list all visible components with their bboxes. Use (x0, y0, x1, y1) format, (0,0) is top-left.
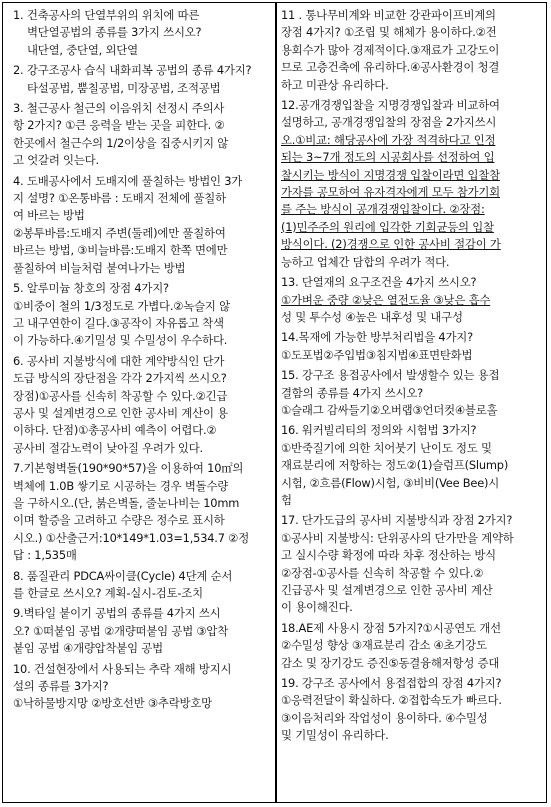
right-column (281, 7, 543, 748)
question-line: 므로 고층건축에 유리하다.④공사환경이 청결 (281, 60, 500, 75)
question-line: 17. 단가도급의 공사비 지불방식과 장점 2가지? (281, 513, 513, 528)
question-line: 1. 건축공사의 단열부위의 위치에 따른 (13, 8, 200, 22)
question-8 (13, 568, 270, 603)
question-line: 오? ①떠붙임 공법 ②개량떠붙임 공법 ③압착 (13, 623, 229, 638)
question-line: 험 (281, 492, 292, 507)
question-line: 감소 및 장기강도 증진⑤동결융해저항성 증대 (281, 655, 500, 670)
question-line: 벽단열공법의 종류를 3가지 쓰시오? (27, 25, 202, 40)
question-line: 벽체에 1.0B 쌓기로 시공하는 경우 벽돌수량 (13, 478, 229, 493)
question-line: 이하다. 단점)①총공사비 예측이 어렵다.② (13, 423, 217, 438)
question-3 (13, 100, 270, 170)
question-line: 19. 강구조 공사에서 용접접합의 장점 4가지? (281, 676, 502, 691)
question-line: 15. 강구조 용접공사에서 발생할수 있는 용접 (281, 368, 500, 383)
question-line: ①낙하물방지망 ②방호선반 ③추락방호망 (13, 696, 212, 711)
question-line: 시험, ②흐름(Flow)시험, ③비비(Vee Bee)시 (281, 475, 500, 490)
question-line: 결함의 종류를 4가지 쓰시오? (281, 385, 423, 400)
question-line: (1)민주주의 원리에 입각한 기회균등의 입찰 (281, 219, 494, 234)
question-1 (13, 7, 270, 59)
question-line: ①가벼운 중량 ②낮은 열전도율 ③낮은 흡수 (281, 292, 491, 307)
question-line: 13. 단열재의 요구조건을 4가지 쓰시오? (281, 275, 477, 290)
question-line: ③이음처리와 작업성이 용이하다. ④수밀성 (281, 710, 488, 725)
question-line: 공사 및 설계변경으로 인한 공사비 계산이 용 (13, 405, 228, 420)
question-line: 가자를 공모하여 유자격자에게 모두 참가기회 (281, 185, 500, 200)
question-1 (281, 7, 543, 94)
question-line: 12.공개경쟁입찰을 지명경쟁입찰과 비교하여 (281, 98, 500, 113)
question-line: 오.①비교: 해당공사에 가장 적격하다고 인정 (281, 132, 496, 147)
question-5 (281, 367, 543, 419)
question-7 (13, 460, 270, 564)
question-line: 장점)①공사를 신속히 착공할 수 있다.②긴급 (13, 388, 228, 403)
question-line: 2. 강구조공사 습식 내화피복 공법의 종류 4가지? (13, 63, 252, 78)
question-9 (13, 605, 270, 657)
question-line: ②봉투바름:도배지 주변(둘레)에만 풀칠하여 (13, 225, 226, 240)
question-line: 설의 종류를 3가지? (13, 679, 109, 694)
question-line: ①슬래그 감싸들기②오버랩③언더컷④블로홀 (281, 402, 498, 417)
question-line: 이 가능하다.④기밀성 및 수밀성이 우수하다. (13, 333, 228, 348)
question-line: 시오.) ①산출근거:10*149*1.03=1,534.7 ②정 (13, 530, 249, 545)
question-line: 를 주는 방식이 공개경쟁입찰이다. ②장점: (281, 202, 485, 217)
question-line: 되는 3~7개 정도의 시공회사를 선정하여 입 (281, 150, 495, 165)
question-line: 도급 방식의 장단점을 각각 2가지씩 쓰시오? (13, 371, 227, 386)
question-line: 여 바르는 방법 (13, 208, 85, 223)
column-divider (275, 3, 277, 802)
question-7 (281, 512, 543, 616)
question-line: 18.AE제 사용시 장점 5가지?①시공연도 개선 (281, 620, 501, 635)
question-line: 하고 미관상 유리하다. (281, 77, 389, 92)
question-line: 방식이다. (2)경쟁으로 인한 공사비 절감이 가 (281, 237, 501, 252)
question-line: ①공사비 지불방식: 단위공사의 단가만을 계약하 (281, 530, 514, 545)
question-line: 찰시키는 방식이 지명경쟁 입찰이라면 입찰참 (281, 167, 500, 182)
question-line: 및 기밀성이 유리하다. (281, 728, 389, 743)
question-line: 고 실시수량 확정에 따라 차후 정산하는 방식 (281, 548, 496, 563)
question-line: 내단열, 중단열, 외단열 (27, 42, 138, 57)
question-6 (281, 422, 543, 509)
question-line: ①응력전달이 확실하다. ②접합속도가 빠르다. (281, 693, 502, 708)
question-line: ②장점-①공사를 신속히 착공할 수 있다.② (281, 565, 484, 580)
question-line: 바르는 방법, ③비늘바름:도배지 한쪽 면에만 (13, 243, 228, 258)
question-line: 6. 공사비 지불방식에 대한 계약방식인 단가 (13, 353, 225, 368)
question-line: 공사비 절감노력이 낮아질 우려가 있다. (13, 440, 203, 455)
question-line: 9.벽타일 붙이기 공법의 종류를 4가지 쓰시 (13, 606, 221, 621)
question-line: 성 및 투수성 ④높은 내후성 및 내구성 (281, 309, 463, 324)
question-line: 을 구하시오.(단, 붉은벽돌, 줄눈나비는 10mm (13, 495, 240, 510)
question-4 (281, 329, 543, 364)
question-line: 풀칠하여 비늘처럼 붙여나가는 방법 (13, 260, 186, 275)
question-line: 긴급공사 및 설계변경으로 인한 공사비 계산 (281, 583, 493, 597)
question-line: 설명하고, 공개경쟁입찰의 장점을 2가지쓰시 (281, 115, 497, 130)
question-5 (13, 280, 270, 350)
question-line: 고 엇갈려 잇는다. (13, 153, 99, 168)
question-line: 4. 도배공사에서 도배지에 풀칠하는 방법인 3가 (13, 173, 243, 188)
question-line: 10. 건설현장에서 사용되는 추락 재해 방지시 (13, 661, 232, 676)
question-line: 3. 철근공사 철근의 이음위치 선정시 주의사 (13, 101, 225, 116)
question-8 (281, 620, 543, 672)
question-line: 이며 할증을 고려하고 수량은 정수로 표시하 (13, 513, 225, 528)
question-line: 이 용이해진다. (281, 600, 353, 615)
question-line: 고 내구연한이 길다.③공작이 자유롭고 착색 (13, 315, 224, 330)
question-line: 재료분리에 저항하는 정도②(1)슬럼프(Slump) (281, 458, 509, 473)
question-line: 붙임 공법 ④개량압착붙임 공법 (13, 641, 163, 656)
question-2 (13, 62, 270, 97)
question-line: 8. 품질관리 PDCA싸이클(Cycle) 4단계 순서 (13, 568, 233, 583)
question-line: 답 : 1,535매 (13, 548, 77, 563)
question-3 (281, 274, 543, 326)
question-line: 14.목재에 가능한 방부처리법을 4가지? (281, 330, 473, 345)
question-line: 한곳에서 철근수의 1/2이상을 집중시키지 않 (13, 135, 229, 150)
question-4 (13, 173, 270, 277)
question-line: ②수밀성 향상 ③재료분리 감소 ④초기강도 (281, 638, 487, 653)
left-column (13, 7, 270, 716)
question-line: 7.기본형벽돌(190*90*57)을 이용하여 10㎡의 (13, 461, 244, 476)
exam-sheet (2, 2, 547, 803)
question-10 (13, 661, 270, 713)
question-line: ①반죽질기에 의한 치어붓기 난이도 정도 및 (281, 440, 492, 455)
question-line: ①비중이 철의 1/3정도로 가볍다.②녹슬지 않 (13, 298, 230, 313)
question-2 (281, 97, 543, 271)
question-line: 를 한글로 쓰시오? 계획-실시-검토-조치 (13, 586, 203, 600)
question-line: 지 설명? ①온통바름 : 도배지 전체에 풀칠하 (13, 191, 226, 206)
question-line: 16. 워커빌리티의 정의와 시험법 3가지? (281, 423, 477, 438)
question-line: 5. 알루미늄 창호의 장점 4가지? (13, 281, 169, 296)
question-line: ①도포법②주입법③침지법④표면탄화법 (281, 347, 473, 362)
question-line: 항 2가지? ①큰 응력을 받는 곳을 피한다. ② (13, 118, 225, 133)
question-line: 능하고 업체간 담합의 우려가 적다. (281, 254, 450, 269)
question-line: 용회수가 많아 경제적이다.③재료가 고강도이 (281, 42, 500, 57)
question-6 (13, 353, 270, 457)
question-line: 장점 4가지? ①조립 및 해체가 용이하다.②전 (281, 25, 497, 40)
question-line: 타설공법, 뿜칠공법, 미장공법, 조적공법 (27, 80, 221, 95)
question-line: 11 . 통나무비계와 비교한 강관파이프비계의 (281, 8, 496, 22)
question-9 (281, 675, 543, 745)
